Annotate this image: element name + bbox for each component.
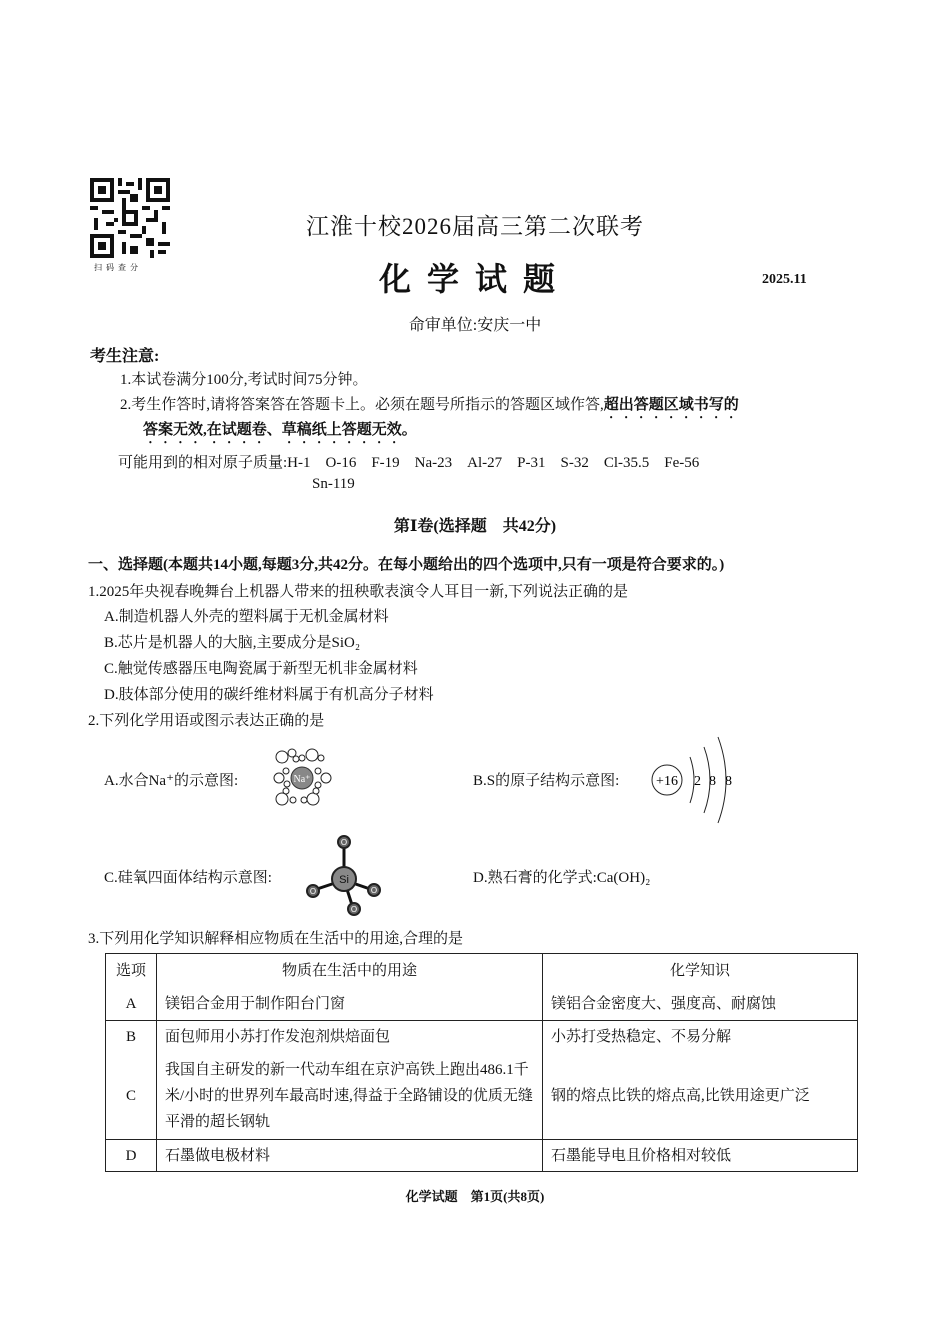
q1-stem: 1.2025年央视春晚舞台上机器人带来的扭秧歌表演令人耳目一新,下列说法正确的是 [88, 584, 629, 600]
q2-option-c: C.硅氧四面体结构示意图: [104, 870, 272, 886]
shell-2-electrons: 8 [709, 774, 716, 789]
silicon-oxygen-tetrahedron-diagram [300, 830, 390, 920]
notice-heading: 考生注意: [90, 348, 160, 365]
row-usage: 面包师用小苏打作发泡剂烘焙面包 [157, 1021, 543, 1054]
page-footer: 化学试题 第1页(共8页) [405, 1189, 545, 1204]
sulfur-atom-structure-diagram [650, 735, 750, 825]
row-knowledge: 小苏打受热稳定、不易分解 [543, 1021, 858, 1054]
row-option: B [106, 1021, 157, 1054]
row-knowledge: 镁铝合金密度大、强度高、耐腐蚀 [543, 987, 858, 1021]
header-option: 选项 [106, 954, 157, 988]
notice-item-2-line2: 答案无效,在试题卷、草稿纸上答题无效。 [143, 422, 417, 438]
q2-option-a: A.水合Na⁺的示意图: [104, 773, 239, 789]
row-usage: 石墨做电极材料 [157, 1140, 543, 1172]
q2-option-d: D.熟石膏的化学式:Ca(OH)₂ [473, 870, 651, 886]
table-header-row [106, 954, 858, 988]
row-option: D [106, 1140, 157, 1172]
oxygen-label: O [340, 838, 348, 847]
table-row [106, 1021, 858, 1054]
q3-table [105, 953, 858, 1172]
header-knowledge: 化学知识 [543, 954, 858, 988]
q1-option-c: C.触觉传感器压电陶瓷属于新型无机非金属材料 [104, 661, 418, 677]
qr-caption: 扫码查分 [94, 263, 142, 272]
q1-option-b: B.芯片是机器人的大脑,主要成分是SiO₂ [104, 635, 361, 651]
silicon-label: Si [339, 874, 349, 886]
atomic-masses-line2: Sn-119 [312, 476, 355, 492]
notice-item-2-emphasis: 超出答题区域书写的 [603, 397, 739, 413]
part1-title: 第Ⅰ卷(选择题 共42分) [393, 518, 557, 535]
table-row [106, 1140, 858, 1172]
q2-stem: 2.下列化学用语或图示表达正确的是 [88, 713, 325, 729]
nucleus-charge: +16 [656, 774, 678, 789]
subject-title: 化学试题 [378, 261, 571, 297]
oxygen-label: O [350, 905, 358, 914]
row-option: C [106, 1053, 157, 1140]
table-row [106, 987, 858, 1021]
q1-option-a: A.制造机器人外壳的塑料属于无机金属材料 [104, 609, 389, 625]
shell-1-electrons: 2 [694, 774, 701, 789]
notice-item-2-text: 2.考生作答时,请将答案答在答题卡上。必须在题号所指示的答题区域作答, [120, 397, 604, 413]
shell-3-electrons: 8 [725, 774, 732, 789]
exam-date: 2025.11 [762, 272, 807, 287]
setter-unit: 命审单位:安庆一中 [408, 317, 542, 334]
hydrated-sodium-ion-diagram [268, 745, 338, 810]
notice-item-1: 1.本试卷满分100分,考试时间75分钟。 [120, 372, 368, 388]
row-knowledge: 石墨能导电且价格相对较低 [543, 1140, 858, 1172]
q2-option-b: B.S的原子结构示意图: [473, 773, 620, 789]
row-knowledge: 钢的熔点比铁的熔点高,比铁用途更广泛 [543, 1053, 858, 1140]
header-usage: 物质在生活中的用途 [157, 954, 543, 988]
atomic-masses: 可能用到的相对原子质量:H-1 O-16 F-19 Na-23 Al-27 P-31 S-32 Cl-35.5 Fe-56 [118, 455, 700, 471]
row-usage: 镁铝合金用于制作阳台门窗 [157, 987, 543, 1021]
q3-stem: 3.下列用化学知识解释相应物质在生活中的用途,合理的是 [88, 931, 464, 947]
exam-title: 江淮十校2026届高三第二次联考 [306, 214, 644, 239]
sodium-ion-label: Na⁺ [293, 774, 311, 785]
row-option: A [106, 987, 157, 1021]
section1-title: 一、选择题(本题共14小题,每题3分,共42分。在每小题给出的四个选项中,只有一项是符合要求的。) [88, 557, 725, 573]
oxygen-label: O [309, 887, 317, 896]
row-usage: 我国自主研发的新一代动车组在京沪高铁上跑出486.1千米/小时的世界列车最高时速,得益于全路铺设的优质无缝平滑的超长钢轨 [157, 1053, 543, 1140]
oxygen-label: O [370, 886, 378, 895]
q1-option-d: D.肢体部分使用的碳纤维材料属于有机高分子材料 [104, 687, 434, 703]
table-row [106, 1053, 858, 1140]
